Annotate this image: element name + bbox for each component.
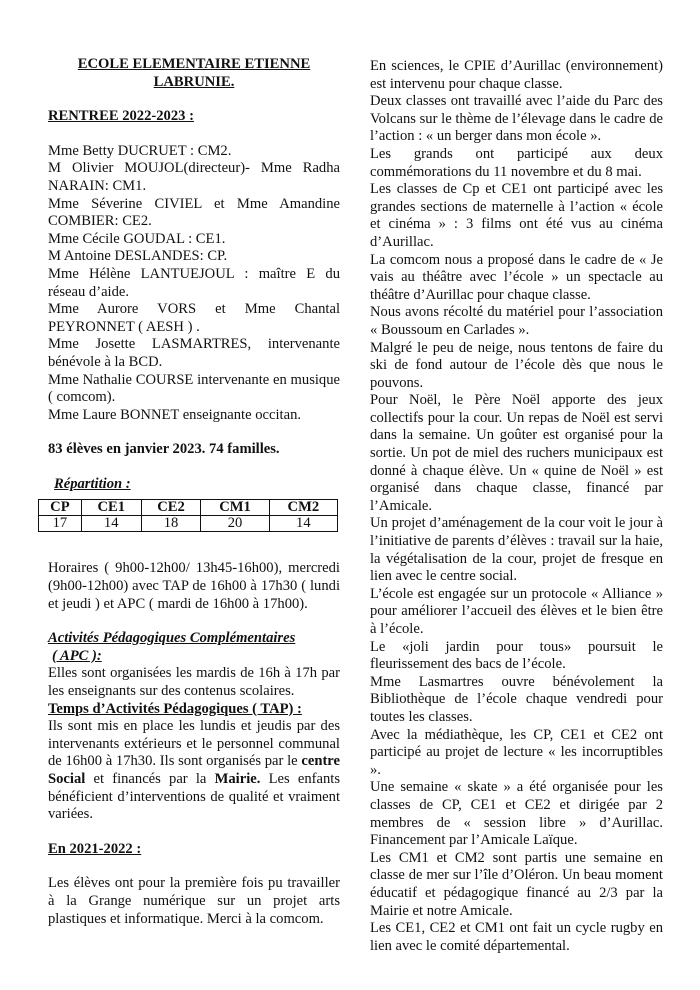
table-cell: 18 <box>141 516 201 532</box>
right-column <box>370 58 663 955</box>
activity-paragraph: Mme Lasmartres ouvre bénévolement la Bibliothèque de l’école chaque vendredi pour toutes les classes. <box>370 673 663 725</box>
activity-paragraph: La comcom nous a proposé dans le cadre de « Je vais au théâtre avec l’école » un spectacle au théâtre d’Aurillac pour chaque classe. <box>370 251 663 303</box>
activity-paragraph: Les grands ont participé aux deux commémorations du 11 novembre et du 8 mai. <box>370 145 663 180</box>
table-header-cell: CE2 <box>141 500 201 516</box>
activity-paragraph: Les CM1 et CM2 sont partis une semaine en classe de mer sur l’île d’Oléron. Un beau moment éducatif et pédagogique financé au 2/3 par la Mairie et notre Amicale. <box>370 849 663 919</box>
activity-paragraph: Avec la médiathèque, les CP, CE1 et CE2 ont participé au projet de lecture « les incorruptibles ». <box>370 726 663 778</box>
repartition-table <box>38 499 338 532</box>
staff-line: M Antoine DESLANDES: CP. <box>48 248 228 265</box>
activity-paragraph: Pour Noël, le Père Noël apporte des jeux collectifs pour la cour. Un repas de Noël est servi dans la semaine. Un goûter est organisé pour la sortie. Un pot de miel des ruchers municipaux est donné à chaque élève. Un « quine de Noël » est organisé dans chaque classe, financé par l’Amicale. <box>370 392 663 514</box>
staff-line: M Olivier MOUJOL(directeur)- Mme Radha NARAIN: CM1. <box>48 160 340 194</box>
apc-paragraph: Elles sont organisées les mardis de 16h à 17h par les enseignants sur des contenus scolaires. <box>48 665 340 700</box>
activity-paragraph: L’école est engagée sur un protocole « Alliance » pour améliorer l’accueil des élèves et le bien être à l’école. <box>370 585 663 637</box>
table-cell: 20 <box>201 516 269 532</box>
staff-line: Mme Betty DUCRUET : CM2. <box>48 142 232 159</box>
staff-line: Mme Josette LASMARTRES, intervenante bénévole à la BCD. <box>48 336 340 370</box>
apc-heading: Activités Pédagogiques Complémentaires <box>48 630 296 647</box>
staff-line: Mme Cécile GOUDAL : CE1. <box>48 230 226 247</box>
tap-text: Ils sont mis en place les lundis et jeudis par des intervenants extérieurs et le personnel communal de 16h00 à 17h30. Ils sont organisés par le <box>48 718 340 770</box>
activity-paragraph: En sciences, le CPIE d’Aurillac (environnement) est intervenu pour chaque classe. <box>370 58 663 92</box>
activity-paragraph: Malgré le peu de neige, nous tentons de faire du ski de fond autour de l’école dès que nous le pouvons. <box>370 339 663 391</box>
table-header-cell: CM2 <box>269 500 337 516</box>
left-column <box>48 56 340 928</box>
activity-paragraph: Une semaine « skate » a été organisée pour les classes de CP, CE1 et CE2 et dirigée par 2 membres de « session libre » d’Aurillac. Financement par l’Amicale Laïque. <box>370 779 663 849</box>
rentree-heading: RENTREE 2022-2023 : <box>48 108 194 125</box>
apc-heading-abbr: ( APC ): <box>52 647 102 664</box>
activity-paragraph: Le «joli jardin pour tous» poursuit le fleurissement des bacs de l’école. <box>370 638 663 673</box>
table-header-cell: CE1 <box>81 500 141 516</box>
year-2021-heading: En 2021-2022 : <box>48 840 142 857</box>
activity-paragraph: Un projet d’aménagement de la cour voit le jour à l’initiative de parents d’élèves : travail sur la haie, la végétalisation de la cour, projet de fresque en lien avec le centre social. <box>370 515 663 585</box>
student-count: 83 élèves en janvier 2023. 74 familles. <box>48 441 280 458</box>
staff-line: Mme Aurore VORS et Mme Chantal PEYRONNET ( AESH ) . <box>48 301 340 335</box>
activity-paragraph: Les CE1, CE2 et CM1 ont fait un cycle rugby en lien avec le comité départemental. <box>370 920 663 954</box>
table-header-cell: CP <box>39 500 82 516</box>
table-header-cell: CM1 <box>201 500 269 516</box>
table-header-row <box>39 500 338 516</box>
staff-line: Mme Séverine CIVIEL et Mme Amandine COMBIER: CE2. <box>48 195 340 230</box>
table-cell: 14 <box>81 516 141 532</box>
staff-line: Mme Hélène LANTUEJOUL : maître E du réseau d’aide. <box>48 265 340 300</box>
tap-text: et financés par la <box>85 771 215 787</box>
tap-organizer: centre Social <box>48 753 340 787</box>
activity-paragraph: Les classes de Cp et CE1 ont participé avec les grandes sections de maternelle à l’action « école et cinéma » : 3 films ont été vus au cinéma d’Aurillac. <box>370 181 663 250</box>
school-title-line2: LABRUNIE. <box>153 73 235 90</box>
table-row <box>39 516 338 532</box>
tap-paragraph <box>48 718 340 824</box>
school-title-line1: ECOLE ELEMENTAIRE ETIENNE <box>77 56 311 72</box>
staff-list <box>48 143 340 425</box>
activity-paragraph: Nous avons récolté du matériel pour l’association « Boussoum en Carlades ». <box>370 304 663 338</box>
table-cell: 17 <box>39 516 82 532</box>
repartition-heading: Répartition : <box>54 475 131 492</box>
table-cell: 14 <box>269 516 337 532</box>
horaires-paragraph: Horaires ( 9h00-12h00/ 13h45-16h00), mercredi (9h00-12h00) avec TAP de 16h00 à 17h30 ( lundi et jeudi ) et APC ( mardi de 16h00 à 17h00). <box>48 560 340 612</box>
tap-funder: Mairie. <box>214 771 261 787</box>
staff-line: Mme Laure BONNET enseignante occitan. <box>48 406 302 423</box>
tap-text: Les enfants bénéficient d’interventions de qualité et vraiment variées. <box>48 771 340 823</box>
activity-paragraph: Deux classes ont travaillé avec l’aide du Parc des Volcans sur le thème de l’élevage dans le cadre de l’action : « un berger dans mon école ». <box>370 93 663 145</box>
staff-line: Mme Nathalie COURSE intervenante en musique ( comcom). <box>48 371 340 406</box>
year-2021-paragraph: Les élèves ont pour la première fois pu travailler à la Grange numérique sur un projet arts plastiques et informatique. Merci à la comcom. <box>48 875 340 927</box>
tap-heading: Temps d’Activités Pédagogiques ( TAP) : <box>48 700 302 717</box>
